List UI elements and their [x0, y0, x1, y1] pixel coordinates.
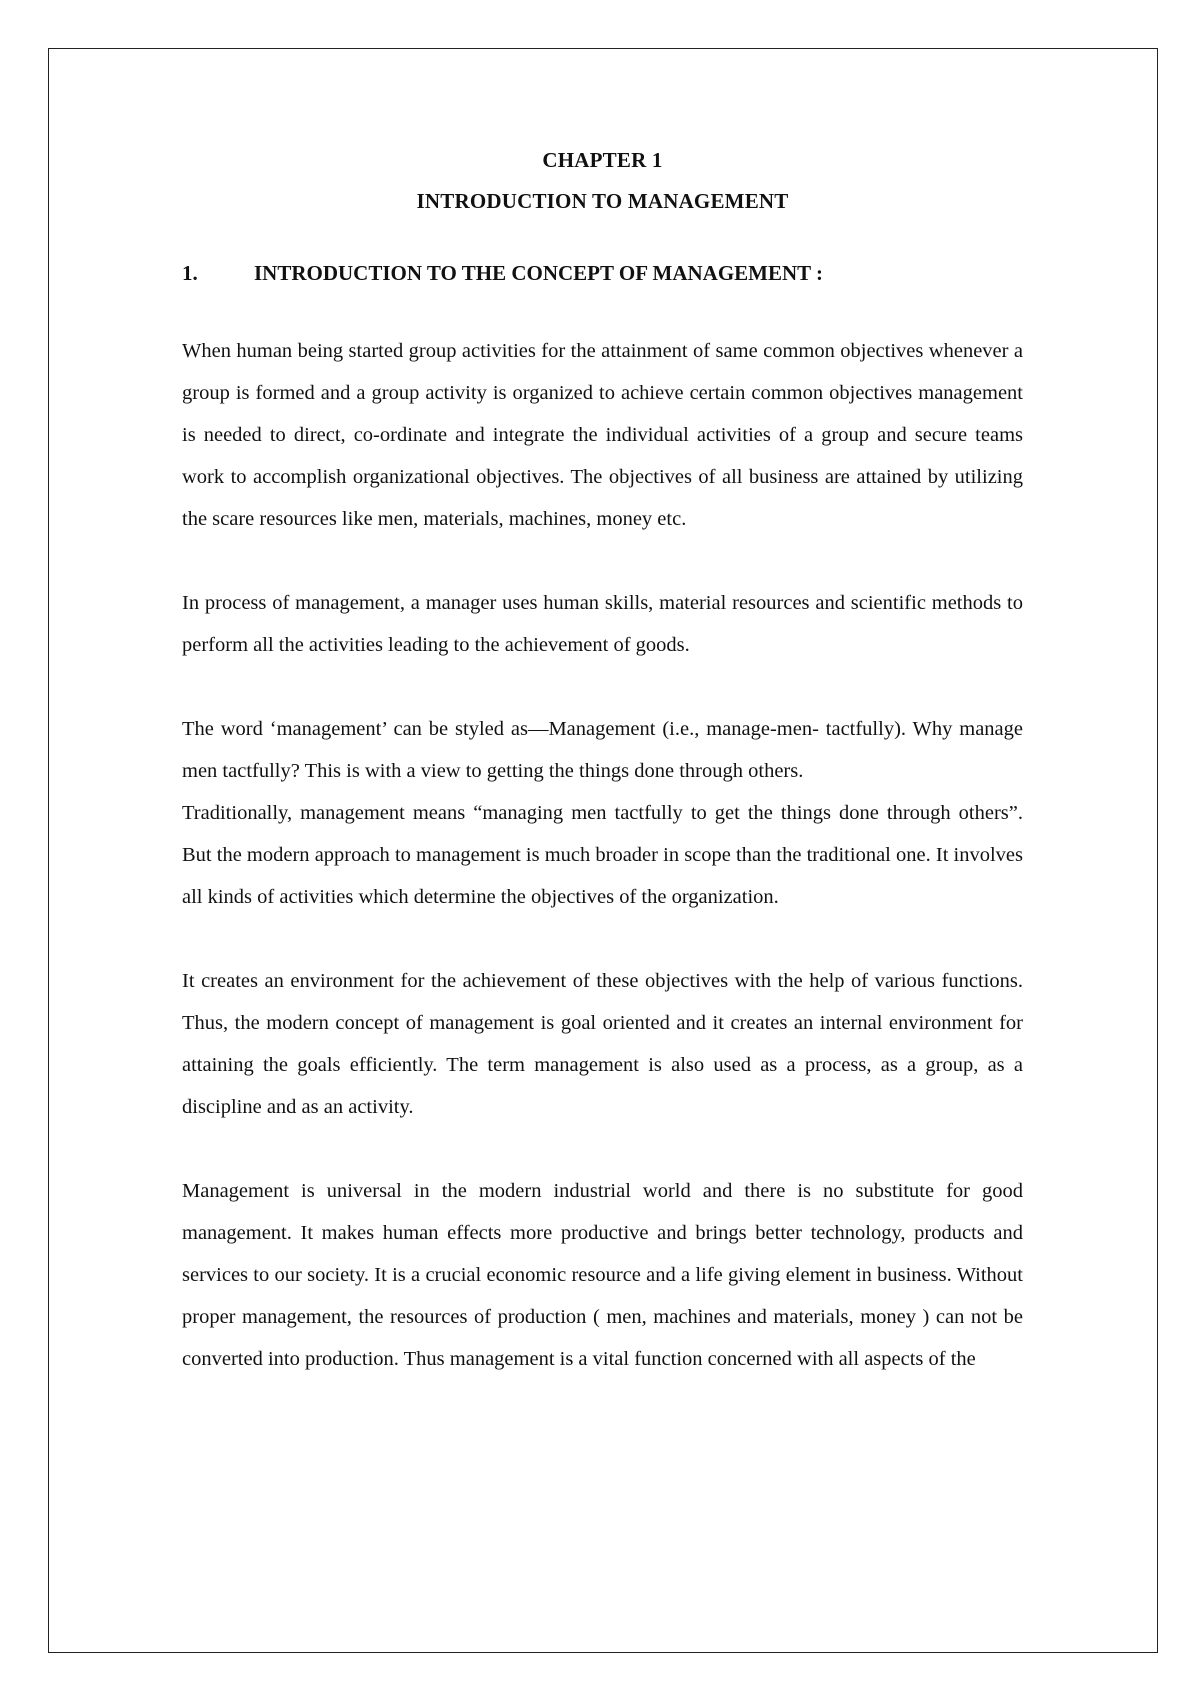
paragraph-4: Traditionally, management means “managing men tactfully to get the things done through others”. But the modern approach to management is much broader in scope than the traditional one. It involves all kinds of activities which determine the objectives of the organization.: [182, 802, 1023, 908]
section-number: 1.: [182, 261, 198, 285]
paragraph-spacer: [182, 666, 1023, 708]
chapter-title: INTRODUCTION TO MANAGEMENT: [416, 189, 789, 213]
paragraph-6: Management is universal in the modern industrial world and there is no substitute for good management. It makes human effects more productive and brings better technology, products and services to our society. It is a crucial economic resource and a life giving element in business. Without proper management, the resources of production ( men, machines and materials, money ) can not be converted into production. Thus management is a vital function concerned with all aspects of the: [182, 1180, 1023, 1370]
paragraph-2: In process of management, a manager uses human skills, material resources and scientific methods to perform all the activities leading to the achievement of goods.: [182, 592, 1023, 656]
paragraph-spacer: [182, 540, 1023, 582]
section-heading: [182, 252, 1023, 294]
paragraph-5: It creates an environment for the achievement of these objectives with the help of various functions. Thus, the modern concept of management is goal oriented and it creates an internal environment for attaining the goals efficiently. The term management is also used as a process, as a group, as a discipline and as an activity.: [182, 970, 1023, 1118]
section-title: INTRODUCTION TO THE CONCEPT OF MANAGEMENT :: [254, 261, 824, 285]
paragraph-1: When human being started group activities for the attainment of same common objectives whenever a group is formed and a group activity is organized to achieve certain common objectives management is needed to direct, co-ordinate and integrate the individual activities of a group and secure teams work to accomplish organizational objectives. The objectives of all business are attained by utilizing the scare resources like men, materials, machines, money etc.: [182, 340, 1023, 530]
paragraph-spacer: [182, 1128, 1023, 1170]
paragraph-3: The word ‘management’ can be styled as—Management (i.e., manage-men- tactfully). Why manage men tactfully? This is with a view to getting the things done through others.: [182, 718, 1023, 782]
chapter-label: CHAPTER 1: [542, 148, 663, 172]
paragraph-spacer: [182, 918, 1023, 960]
document-body: [182, 140, 1023, 1380]
